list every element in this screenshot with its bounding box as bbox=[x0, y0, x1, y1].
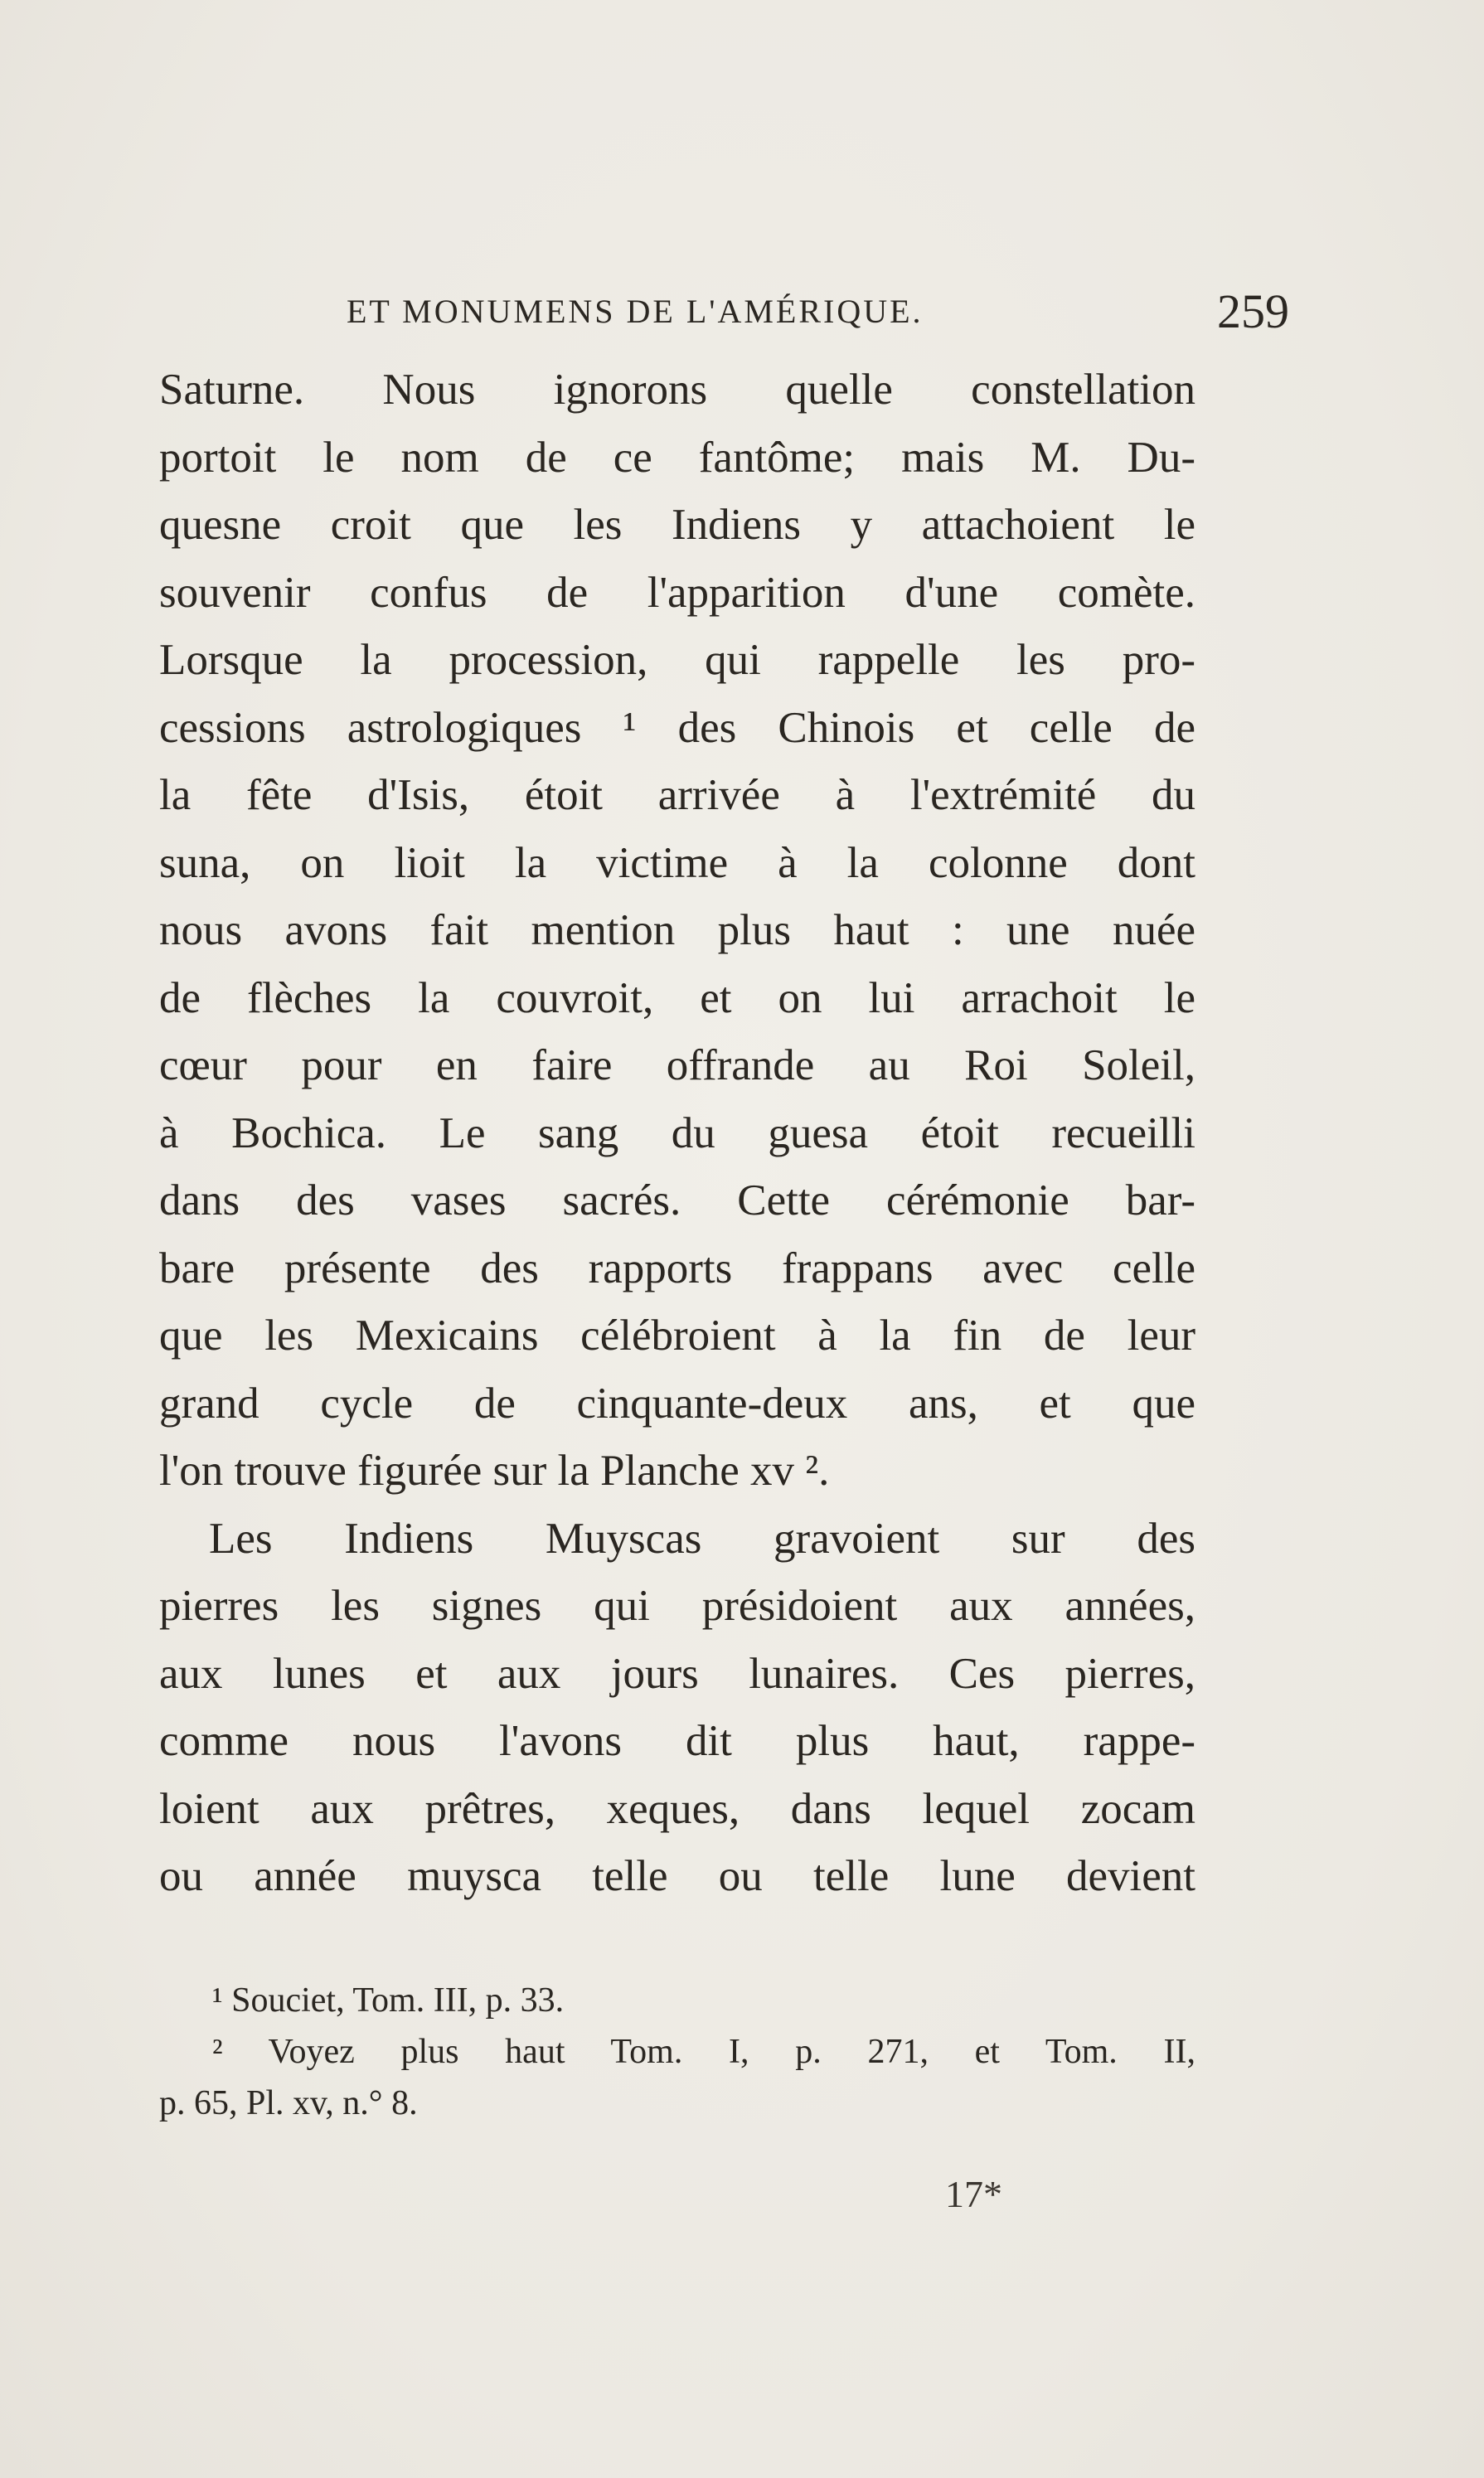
text-line: portoit le nom de ce fantôme; mais M. Du- bbox=[159, 433, 1195, 482]
text-line: que les Mexicains célébroient à la fin de leur bbox=[159, 1312, 1195, 1360]
text-line: Lorsque la procession, qui rappelle les pro- bbox=[159, 636, 1195, 684]
footnote-line: ² Voyez plus haut Tom. I, p. 271, et Tom. II, bbox=[212, 2033, 1195, 2071]
text-line: l'on trouve figurée sur la Planche xv ². bbox=[159, 1447, 830, 1495]
signature-mark: 17* bbox=[945, 2173, 1002, 2215]
text-line: bare présente des rapports frappans avec celle bbox=[159, 1244, 1195, 1292]
running-head: ET MONUMENS DE L'AMÉRIQUE. bbox=[347, 293, 924, 330]
text-line: dans des vases sacrés. Cette cérémonie bar- bbox=[159, 1176, 1195, 1224]
text-line: quesne croit que les Indiens y attachoient le bbox=[159, 501, 1195, 549]
footnote-line: ¹ Souciet, Tom. III, p. 33. bbox=[212, 1981, 565, 2020]
text-line: la fête d'Isis, étoit arrivée à l'extrémité du bbox=[159, 771, 1195, 819]
text-line: aux lunes et aux jours lunaires. Ces pierres, bbox=[159, 1649, 1195, 1698]
text-line: grand cycle de cinquante-deux ans, et que bbox=[159, 1379, 1195, 1428]
text-line: suna, on lioit la victime à la colonne dont bbox=[159, 838, 1195, 887]
page-number: 259 bbox=[1217, 284, 1289, 338]
text-line: à Bochica. Le sang du guesa étoit recueilli bbox=[159, 1108, 1195, 1157]
page-header bbox=[158, 284, 1297, 350]
footnotes bbox=[159, 1975, 1195, 2129]
text-line: Saturne. Nous ignorons quelle constellation bbox=[159, 366, 1195, 414]
text-line: comme nous l'avons dit plus haut, rappe- bbox=[159, 1717, 1195, 1765]
footnote-line: p. 65, Pl. xv, n.° 8. bbox=[159, 2084, 418, 2122]
body-text bbox=[159, 356, 1195, 1911]
text-line: pierres les signes qui présidoient aux années, bbox=[159, 1582, 1195, 1630]
text-line: Les Indiens Muyscas gravoient sur des bbox=[209, 1514, 1195, 1563]
text-line: ou année muysca telle ou telle lune devient bbox=[159, 1852, 1195, 1900]
text-line: de flèches la couvroit, et on lui arrachoit le bbox=[159, 973, 1195, 1022]
text-line: cessions astrologiques ¹ des Chinois et celle de bbox=[159, 703, 1195, 752]
text-line: nous avons fait mention plus haut : une nuée bbox=[159, 906, 1195, 954]
text-line: loient aux prêtres, xeques, dans lequel zocam bbox=[159, 1784, 1195, 1833]
text-line: cœur pour en faire offrande au Roi Soleil, bbox=[159, 1041, 1195, 1089]
text-line: souvenir confus de l'apparition d'une comète. bbox=[159, 568, 1195, 617]
